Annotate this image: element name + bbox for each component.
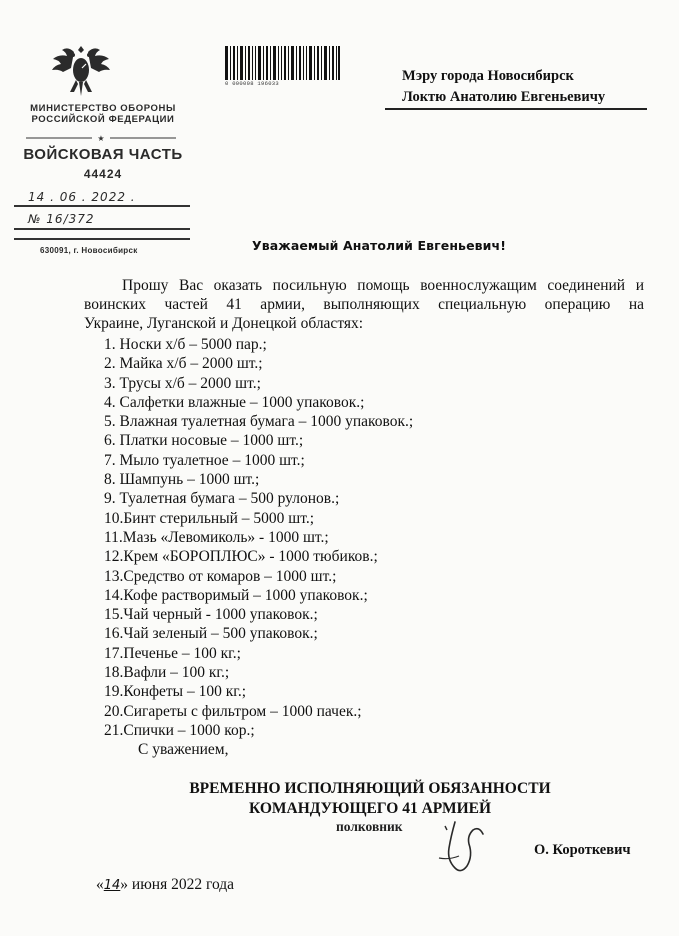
list-item: 16.Чай зеленый – 500 упаковок.; <box>104 625 318 643</box>
list-item: 14.Кофе растворимый – 1000 упаковок.; <box>104 586 368 604</box>
list-item: 7. Мыло туалетное – 1000 шт.; <box>104 451 305 469</box>
list-item: 9. Туалетная бумага – 500 рулонов.; <box>104 490 340 508</box>
registration-date-rule <box>14 205 190 207</box>
barcode <box>225 46 340 80</box>
signer-name: О. Короткевич <box>534 842 631 858</box>
intro-line-3: Украине, Луганской и Донецкой областях: <box>84 315 364 332</box>
list-item: 2. Майка х/б – 2000 шт.; <box>104 355 263 373</box>
list-item: 4. Салфетки влажные – 1000 упаковок.; <box>104 393 365 411</box>
registration-date: 14 . 06 . 2022 . <box>28 190 136 204</box>
letter-date <box>96 876 234 894</box>
list-item: 18.Вафли – 100 кг.; <box>104 664 230 682</box>
list-item: 8. Шампунь – 1000 шт.; <box>104 471 260 489</box>
addressee-line-1: Мэру города Новосибирск <box>402 68 574 84</box>
header-bottom-rule <box>14 238 190 240</box>
registration-number: № 16/372 <box>28 212 95 226</box>
svg-text:★: ★ <box>97 134 105 142</box>
list-item: 20.Сигареты с фильтром – 1000 пачек.; <box>104 702 362 720</box>
list-item: 1. Носки х/б – 5000 пар.; <box>104 336 267 353</box>
ministry-line-2: РОССИЙСКОЙ ФЕДЕРАЦИИ <box>31 114 175 125</box>
eagle-emblem-icon <box>46 40 116 102</box>
list-item: 10.Бинт стерильный – 5000 шт.; <box>104 509 314 527</box>
list-item: 19.Конфеты – 100 кг.; <box>104 683 247 701</box>
list-item: 3. Трусы х/б – 2000 шт.; <box>104 374 261 392</box>
addressee-rule <box>385 108 647 110</box>
handwritten-signature <box>425 818 505 882</box>
supplies-list <box>104 335 413 740</box>
list-item: 11.Мазь «Левомиколь» - 1000 шт.; <box>104 528 329 546</box>
unit-number: 44424 <box>83 167 123 181</box>
list-item: 17.Печенье – 100 кг.; <box>104 644 241 662</box>
ministry-line-1: МИНИСТЕРСТВО ОБОРОНЫ <box>30 103 176 114</box>
city-address: 630091, г. Новосибирск <box>40 246 138 255</box>
regards: С уважением, <box>138 741 229 758</box>
intro-line-1: Прошу Вас оказать посильную помощь военнослужащим соединений и <box>122 277 644 294</box>
list-item: 12.Крем «БОРОПЛЮС» - 1000 тюбиков.; <box>104 548 378 566</box>
date-rest: » июня 2022 года <box>120 876 235 893</box>
intro-line-2: воинских частей 41 армии, выполняющих специальную операцию на <box>84 296 644 313</box>
registration-number-rule <box>14 228 190 230</box>
signatory-title-line-2: КОМАНДУЮЩЕГО 41 АРМИЕЙ <box>248 800 492 817</box>
addressee-line-2: Локтю Анатолию Евгеньевичу <box>402 89 606 105</box>
signatory-title-line-1: ВРЕМЕННО ИСПОЛНЯЮЩИЙ ОБЯЗАННОСТИ <box>189 780 551 797</box>
list-item: 5. Влажная туалетная бумага – 1000 упаковок.; <box>104 413 414 431</box>
star-divider <box>26 134 176 142</box>
unit-title: ВОЙСКОВАЯ ЧАСТЬ <box>23 146 183 163</box>
barcode-number: 0 000008 196033 <box>225 80 280 87</box>
request-paragraph <box>84 276 644 333</box>
date-day: 14 <box>103 878 121 893</box>
list-item: 21.Спички – 1000 кор.; <box>104 721 255 739</box>
date-open-quote: « <box>96 876 104 893</box>
list-item: 6. Платки носовые – 1000 шт.; <box>104 432 304 450</box>
addressee <box>402 66 605 108</box>
salutation: Уважаемый Анатолий Евгеньевич! <box>252 238 506 253</box>
signatory-title <box>90 779 650 819</box>
list-item: 15.Чай черный - 1000 упаковок.; <box>104 606 318 624</box>
list-item: 13.Средство от комаров – 1000 шт.; <box>104 567 337 585</box>
ministry-name <box>18 103 188 125</box>
signatory-rank: полковник <box>336 819 403 834</box>
